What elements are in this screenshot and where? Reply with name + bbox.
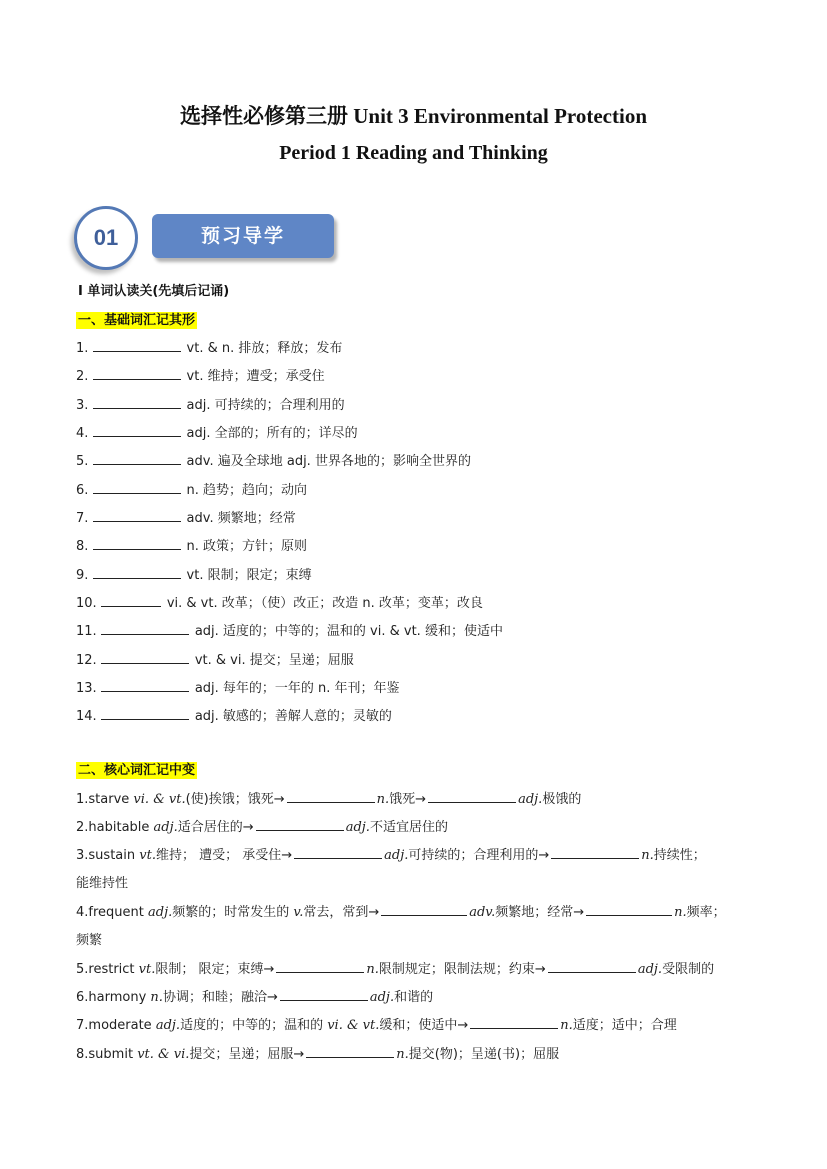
badge-circle	[74, 206, 138, 270]
row-text: 14.	[76, 709, 97, 724]
row-text: vt. & n. 排放；释放；发布	[186, 341, 343, 356]
answer-blank[interactable]	[93, 339, 181, 352]
row-text: 10.	[76, 596, 97, 611]
answer-blank[interactable]	[586, 903, 672, 916]
row-text: adj.	[518, 792, 543, 807]
row-text: n.	[674, 905, 687, 920]
row-text: n.	[641, 848, 654, 863]
answer-blank[interactable]	[93, 481, 181, 494]
core-line-4	[76, 901, 726, 920]
vocab-row	[76, 620, 503, 639]
vocab-row	[76, 677, 400, 696]
answer-blank[interactable]	[93, 424, 181, 437]
answer-blank[interactable]	[551, 846, 639, 859]
row-text: adj.	[148, 905, 173, 920]
vocab-row	[76, 592, 483, 611]
row-text: 不适宜居住的	[369, 820, 448, 835]
core-line-3	[76, 844, 706, 863]
row-text: n.	[150, 990, 163, 1005]
row-text: 9.	[76, 568, 89, 583]
row-text: 频繁地；经常→	[495, 905, 585, 920]
row-text: adj.	[384, 848, 409, 863]
row-text: 协调；和睦；融洽→	[162, 990, 278, 1005]
answer-blank[interactable]	[256, 818, 344, 831]
answer-blank[interactable]	[287, 790, 375, 803]
row-text: vt.	[138, 962, 156, 977]
answer-blank[interactable]	[280, 988, 368, 1001]
row-text: 适合居住的→	[177, 820, 254, 835]
row-text: vi. & vt.	[327, 1018, 380, 1033]
row-text: 11.	[76, 624, 97, 639]
row-text: adv. 频繁地；经常	[186, 511, 296, 526]
answer-blank[interactable]	[276, 960, 364, 973]
row-text: adj.	[153, 820, 178, 835]
core-line-5	[76, 958, 714, 977]
vocab-row	[76, 535, 307, 554]
answer-blank[interactable]	[93, 537, 181, 550]
vocab-row	[76, 422, 358, 441]
row-text: vi. & vt. 改革；（使）改正；改造 n. 改革；变革；改良	[166, 596, 483, 611]
row-text: 8.submit	[76, 1047, 138, 1062]
row-text: adj. 敏感的；善解人意的；灵敏的	[194, 709, 392, 724]
row-text: vi. & vt.	[133, 792, 186, 807]
section1-heading	[76, 309, 197, 328]
answer-blank[interactable]	[101, 622, 189, 635]
vocab-row	[76, 705, 392, 724]
core-line-6	[76, 986, 433, 1005]
row-text: adj.	[369, 990, 395, 1005]
row-text: 适度；适中；合理	[572, 1018, 677, 1033]
badge-label: 预习导学	[200, 225, 285, 247]
row-text: n. 趋势；趋向；动向	[186, 483, 308, 498]
row-text: adj.	[155, 1018, 181, 1033]
row-text: vt. 限制；限定；束缚	[186, 568, 312, 583]
row-text: n.	[366, 962, 379, 977]
row-text: 3.sustain	[76, 848, 140, 863]
row-text: 持续性；	[653, 848, 706, 863]
row-text: 和谐的	[394, 990, 434, 1005]
answer-blank[interactable]	[93, 566, 181, 579]
vocab-row	[76, 564, 312, 583]
section2-heading-text: 二、核心词汇记中变	[78, 763, 196, 778]
row-text: n.	[560, 1018, 573, 1033]
row-text: 5.restrict	[76, 962, 139, 977]
row-text: 4.frequent	[76, 905, 148, 920]
row-text: 极饿的	[542, 792, 582, 807]
row-text: 限制规定；限制法规；约束→	[378, 962, 546, 977]
row-text: 13.	[76, 681, 97, 696]
answer-blank[interactable]	[93, 452, 181, 465]
row-text: 维持； 遭受； 承受住→	[155, 848, 293, 863]
row-text: n.	[376, 792, 390, 807]
answer-blank[interactable]	[381, 903, 467, 916]
row-text: 适度的；中等的；温和的	[180, 1018, 328, 1033]
row-text: vt. & vi. 提交；呈递；屈服	[194, 653, 354, 668]
answer-blank[interactable]	[93, 367, 181, 380]
badge-bar	[152, 214, 334, 258]
row-text: adv. 遍及全球地 adj. 世界各地的；影响全世界的	[186, 454, 471, 469]
vocab-row	[76, 337, 342, 356]
answer-blank[interactable]	[294, 846, 382, 859]
row-text: 饿死→	[389, 792, 427, 807]
row-text: 缓和；使适中→	[379, 1018, 469, 1033]
row-text: v.	[293, 905, 304, 920]
answer-blank[interactable]	[548, 960, 636, 973]
vocab-row	[76, 365, 325, 384]
row-text: vt. 维持；遭受；承受住	[186, 369, 325, 384]
row-text: vt.	[139, 848, 156, 863]
answer-blank[interactable]	[101, 651, 189, 664]
core-line-8	[76, 1043, 559, 1062]
row-text: 7.moderate	[76, 1018, 156, 1033]
row-text: adj. 全部的；所有的；详尽的	[186, 426, 358, 441]
answer-blank[interactable]	[93, 396, 181, 409]
row-text: 1.	[76, 341, 89, 356]
row-text: 8.	[76, 539, 89, 554]
section1-heading-text: 一、基础词汇记其形	[78, 313, 196, 328]
row-text: 常去，常到→	[303, 905, 380, 920]
vocab-row	[76, 394, 345, 413]
core-line-2	[76, 816, 448, 835]
section2-heading	[76, 759, 197, 778]
core-line-1	[76, 788, 581, 807]
answer-blank[interactable]	[93, 509, 181, 522]
row-text: (使)挨饿；饿死→	[185, 792, 285, 807]
page-title: 选择性必修第三册 Unit 3 Environmental Protection	[179, 104, 648, 128]
core-line-4-cont: 频繁	[76, 933, 103, 948]
row-text: 1.starve	[76, 792, 134, 807]
row-text: adj.	[637, 962, 663, 977]
row-text: 提交(物)；呈递(书)；屈服	[408, 1047, 560, 1062]
answer-blank[interactable]	[428, 790, 516, 803]
answer-blank[interactable]	[101, 594, 161, 607]
vocab-row	[76, 479, 307, 498]
row-text: 限制； 限定；束缚→	[155, 962, 275, 977]
row-text: adj. 每年的；一年的 n. 年刊；年鉴	[194, 681, 400, 696]
row-text: adv.	[469, 905, 496, 920]
row-text: 7.	[76, 511, 89, 526]
row-text: n.	[396, 1047, 409, 1062]
vocab-row	[76, 450, 471, 469]
core-line-7	[76, 1014, 677, 1033]
row-text: 频繁的；时常发生的	[172, 905, 294, 920]
vocab-row	[76, 649, 354, 668]
row-text: 2.	[76, 369, 89, 384]
part1-heading: Ⅰ 单词认读关(先填后记诵)	[78, 284, 230, 299]
row-text: 5.	[76, 454, 89, 469]
row-text: 频率；	[686, 905, 726, 920]
row-text: adj.	[345, 820, 370, 835]
row-text: 6.harmony	[76, 990, 151, 1005]
row-text: 受限制的	[662, 962, 715, 977]
page-subtitle: Period 1 Reading and Thinking	[279, 142, 548, 164]
row-text: adj. 适度的；中等的；温和的 vi. & vt. 缓和；使适中	[194, 624, 503, 639]
row-text: 2.habitable	[76, 820, 154, 835]
section-badge	[74, 206, 344, 270]
answer-blank[interactable]	[306, 1045, 394, 1058]
row-text: 6.	[76, 483, 89, 498]
answer-blank[interactable]	[101, 707, 189, 720]
row-text: 4.	[76, 426, 89, 441]
core-line-3-cont: 能维持性	[76, 876, 129, 891]
row-text: 提交；呈递；屈服→	[189, 1047, 305, 1062]
row-text: vt. & vi.	[137, 1047, 190, 1062]
row-text: adj. 可持续的；合理利用的	[186, 398, 345, 413]
row-text: 可持续的；合理利用的→	[408, 848, 550, 863]
row-text: 12.	[76, 653, 97, 668]
answer-blank[interactable]	[470, 1016, 558, 1029]
answer-blank[interactable]	[101, 679, 189, 692]
vocab-row	[76, 507, 296, 526]
row-text: n. 政策；方针；原则	[186, 539, 308, 554]
badge-number: 01	[93, 225, 119, 250]
row-text: 3.	[76, 398, 89, 413]
